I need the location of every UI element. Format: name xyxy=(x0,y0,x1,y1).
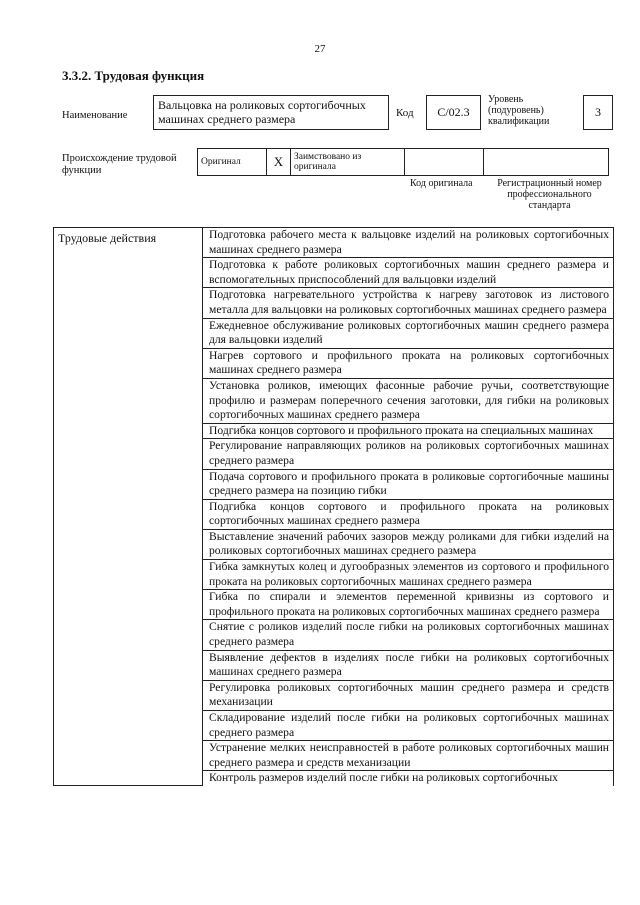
level-value: 3 xyxy=(583,95,613,130)
name-label: Наименование xyxy=(62,110,128,121)
reg-number-caption: Регистрационный номер профессионального стандарта xyxy=(497,178,602,211)
page-number: 27 xyxy=(314,43,326,55)
labor-action-item: Гибка по спирали и элементов переменной кривизны из сортового и профильного проката на роликовых сортогибочных машинах среднего размера xyxy=(203,590,614,620)
labor-action-item: Складирование изделий после гибки на роликовых сортогибочных машинах среднего размера xyxy=(203,711,614,741)
borrowed-label: Заимствовано из оригинала xyxy=(291,149,405,176)
origin-code-cell xyxy=(405,149,484,176)
labor-action-item: Подача сортового и профильного проката в роликовые сортогибочные машины среднего размера на позицию гибки xyxy=(203,469,614,499)
level-label: Уровень (подуровень) квалификации xyxy=(488,94,550,127)
code-label: Код xyxy=(396,107,414,119)
original-mark: Х xyxy=(267,149,291,176)
labor-actions-table xyxy=(53,227,614,786)
labor-action-item: Подготовка нагревательного устройства к нагреву заготовок из листового металла для вальцовки на роликовых сортогибочных машинах среднего размера xyxy=(203,288,614,318)
labor-action-item: Подготовка к работе роликовых сортогибочных машин среднего размера и вспомогательных приспособлений для вальцовки изделий xyxy=(203,258,614,288)
function-name-value: Вальцовка на роликовых сортогибочных машинах среднего размера xyxy=(153,95,389,130)
reg-number-cell xyxy=(484,149,609,176)
labor-action-item: Гибка замкнутых колец и дугообразных элементов из сортового и профильного проката на роликовых сортогибочных машинах среднего размера xyxy=(203,560,614,590)
labor-action-item: Подготовка рабочего места к вальцовке изделий на роликовых сортогибочных машинах среднего размера xyxy=(203,228,614,258)
origin-code-caption: Код оригинала xyxy=(410,178,473,189)
labor-action-item: Подгибка концов сортового и профильного проката на специальных машинах xyxy=(203,423,614,439)
origin-label: Происхождение трудовой функции xyxy=(62,153,177,176)
function-code-value: С/02.3 xyxy=(426,95,481,130)
labor-action-item: Нагрев сортового и профильного проката на роликовых сортогибочных машинах среднего размера xyxy=(203,348,614,378)
labor-action-item: Ежедневное обслуживание роликовых сортогибочных машин среднего размера для вальцовки изделий xyxy=(203,318,614,348)
labor-action-item: Регулирование направляющих роликов на роликовых сортогибочных машинах среднего размера xyxy=(203,439,614,469)
section-title: 3.3.2. Трудовая функция xyxy=(62,68,205,83)
labor-action-item: Выявление дефектов в изделиях после гибки на роликовых сортогибочных машинах среднего размера xyxy=(203,650,614,680)
labor-actions-label: Трудовые действия xyxy=(54,228,203,786)
labor-action-item: Контроль размеров изделий после гибки на роликовых сортогибочных xyxy=(203,771,614,786)
labor-action-item: Устранение мелких неисправностей в работе роликовых сортогибочных машин среднего размера и средств механизации xyxy=(203,741,614,771)
labor-action-item: Установка роликов, имеющих фасонные рабочие ручьи, соответствующие профилю и размерам поперечного сечения заготовки, для гибки на роликовых сортогибочных машинах среднего размера xyxy=(203,378,614,423)
labor-action-item: Выставление значений рабочих зазоров между роликами для гибки изделий на роликовых сортогибочных машинах среднего размера xyxy=(203,529,614,559)
original-label: Оригинал xyxy=(198,149,267,176)
origin-table xyxy=(197,148,609,176)
labor-action-item: Регулировка роликовых сортогибочных машин среднего размера и средств механизации xyxy=(203,680,614,710)
labor-action-item: Подгибка концов сортового и профильного проката на роликовых сортогибочных машинах среднего размера xyxy=(203,499,614,529)
labor-action-item: Снятие с роликов изделий после гибки на роликовых сортогибочных машинах среднего размера xyxy=(203,620,614,650)
